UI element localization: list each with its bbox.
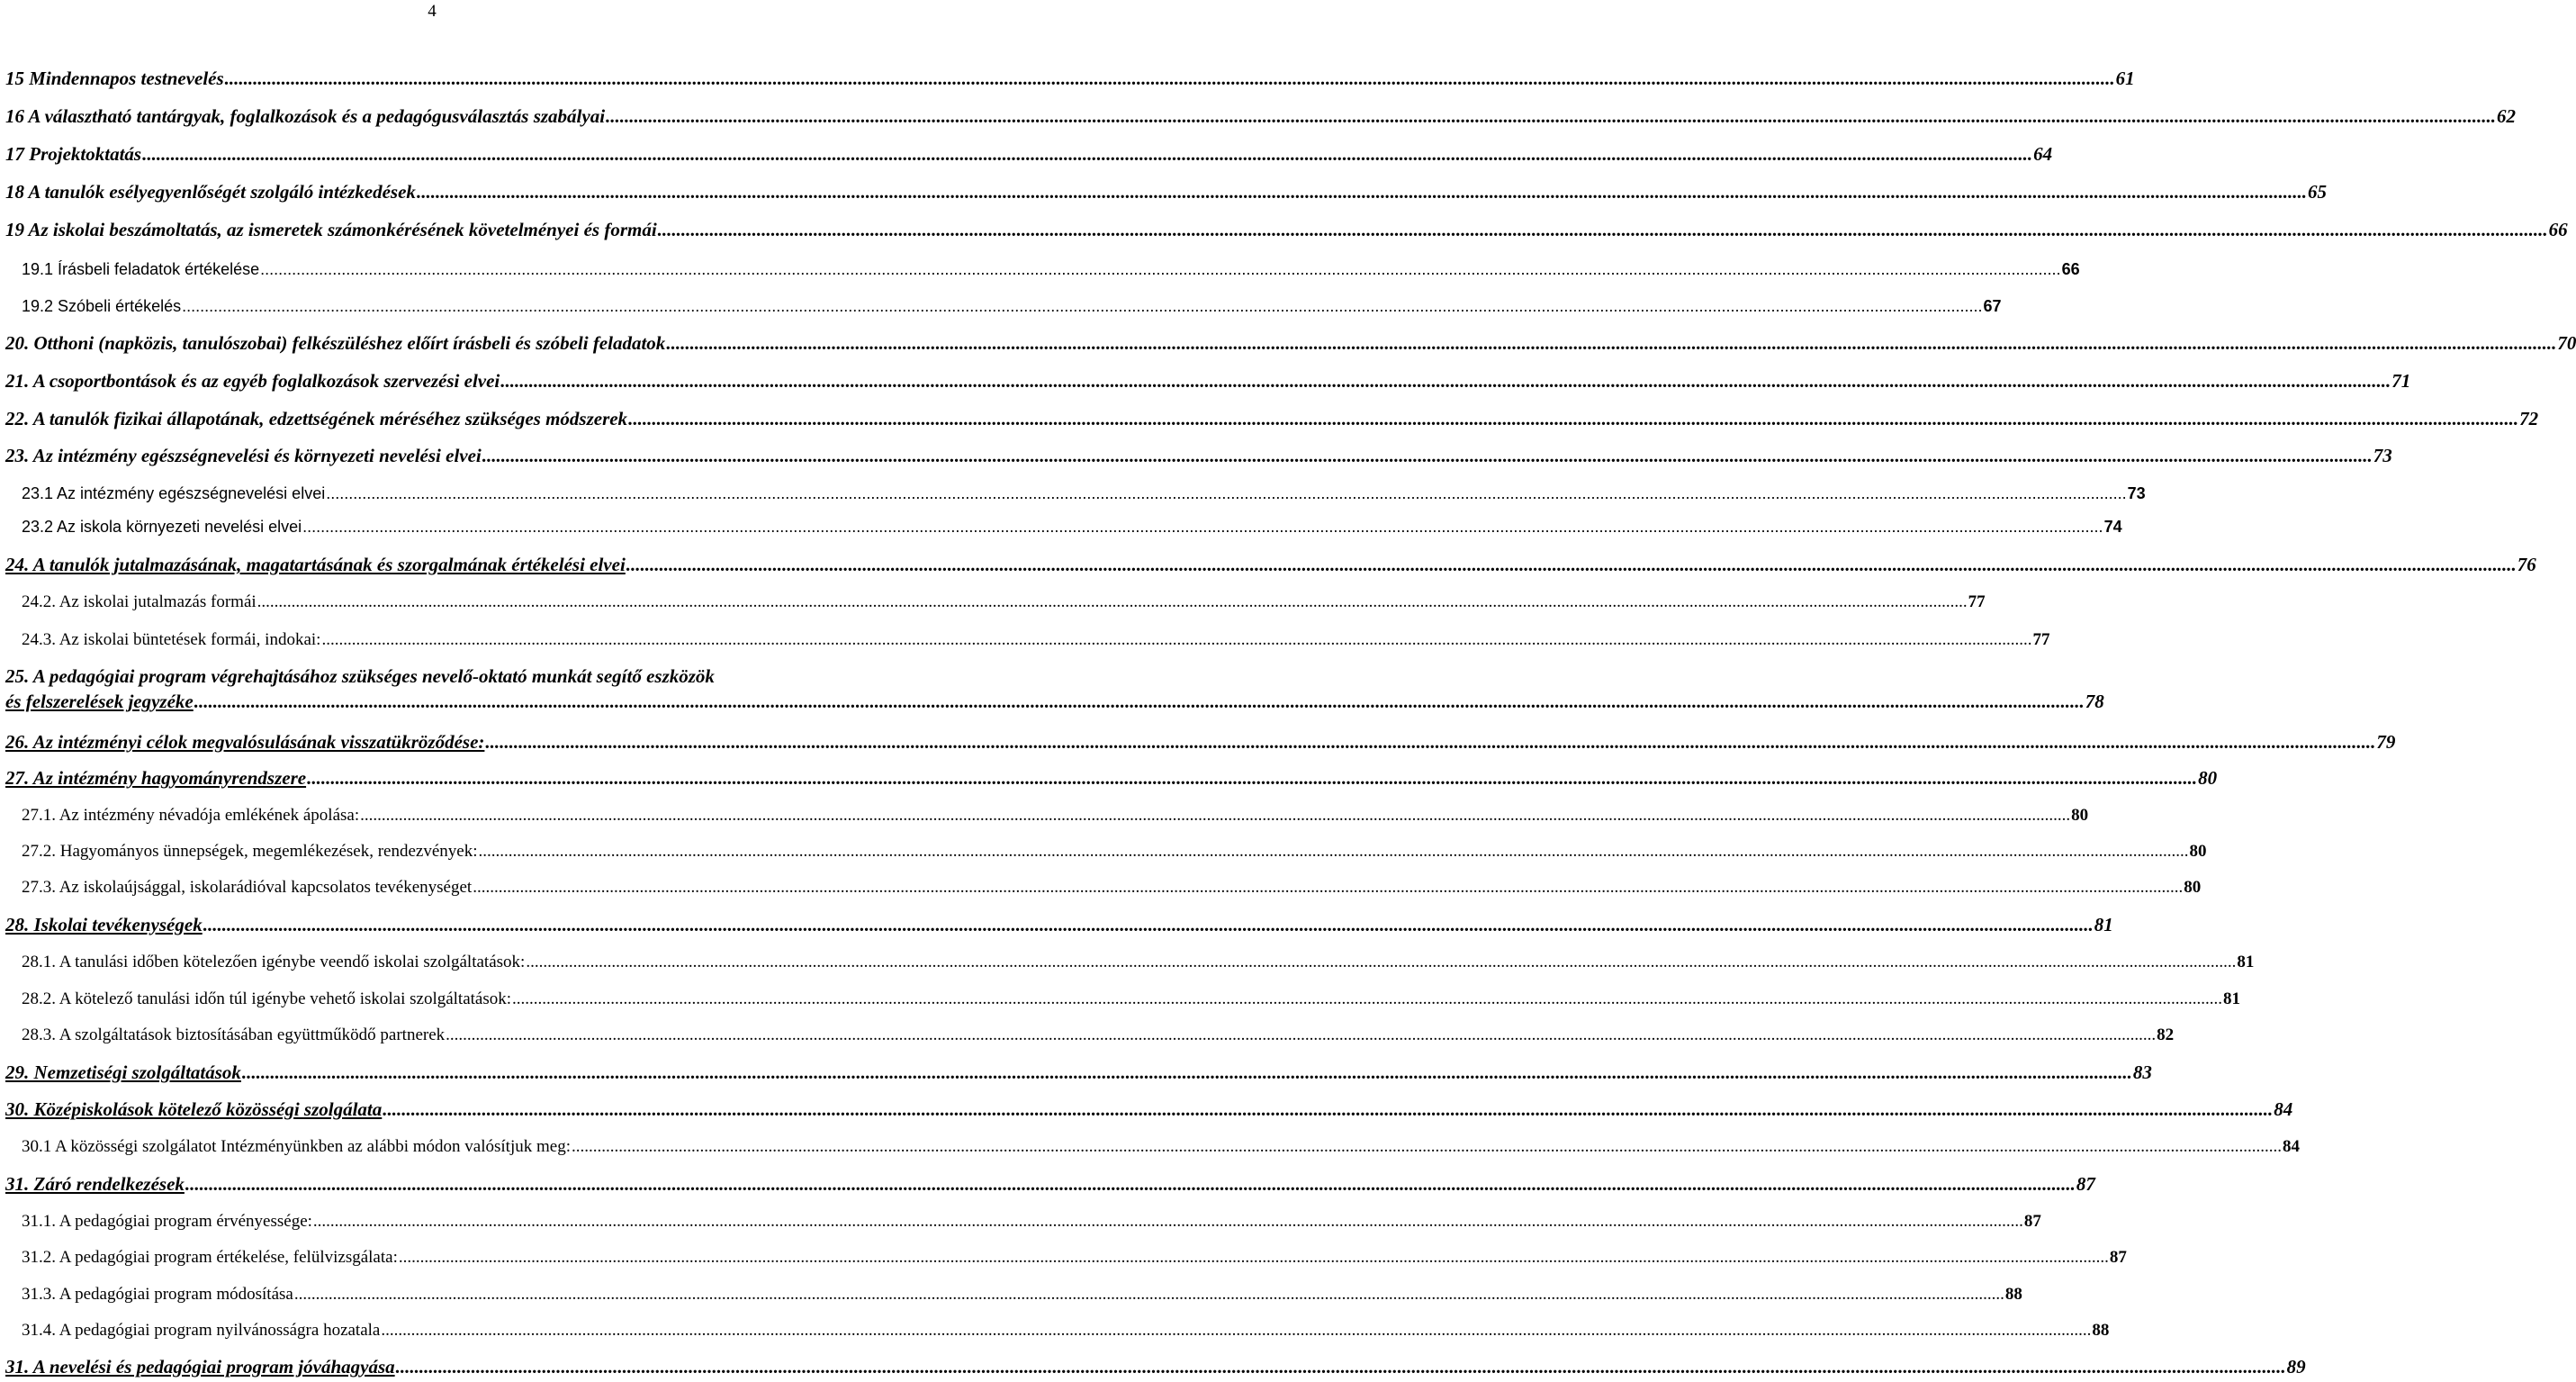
toc-entry[interactable] xyxy=(5,368,2411,393)
leader-dots: ................................................................................................................................................................................................................................................................................................................................................................................................................ xyxy=(500,370,2391,392)
toc-entry-page: 83 xyxy=(2132,1061,2152,1083)
leader-dots: ................................................................................................................................................................................................................................................................................................................................................................................................................ xyxy=(398,1248,2109,1267)
toc-entry-label: 30. Középiskolások kötelező közösségi szolgálata xyxy=(5,1098,383,1120)
toc-entry[interactable] xyxy=(5,217,2568,242)
leader-dots: ................................................................................................................................................................................................................................................................................................................................................................................................................ xyxy=(182,297,1983,315)
toc-entry-label: 31. A nevelési és pedagógiai program jóváhagyása xyxy=(5,1356,395,1377)
toc-entry-label: 23.2 Az iskola környezeti nevelési elvei xyxy=(22,518,302,536)
toc-entry-page: 89 xyxy=(2286,1356,2306,1377)
leader-dots: ................................................................................................................................................................................................................................................................................................................................................................................................................ xyxy=(628,408,2519,429)
leader-dots: ................................................................................................................................................................................................................................................................................................................................................................................................................ xyxy=(307,767,2198,789)
leader-dots: ................................................................................................................................................................................................................................................................................................................................................................................................................ xyxy=(185,1173,2076,1195)
toc-entry-page: 87 xyxy=(2023,1212,2041,1231)
toc-entry[interactable] xyxy=(5,257,2080,282)
toc-entry-label: 20. Otthoni (napközis, tanulószobai) felkészüléshez előírt írásbeli és szóbeli feladatok xyxy=(5,332,666,354)
toc-entry-label: 23. Az intézmény egészségnevelési és környezeti nevelési elvei xyxy=(5,445,482,466)
toc-entry-label: 21. A csoportbontások és az egyéb foglalkozások szervezési elvei xyxy=(5,370,500,392)
leader-dots: ................................................................................................................................................................................................................................................................................................................................................................................................................ xyxy=(224,68,2115,89)
toc-entry-label: 24.2. Az iskolai jutalmazás formái xyxy=(22,592,257,611)
leader-dots: ................................................................................................................................................................................................................................................................................................................................................................................................................ xyxy=(395,1356,2286,1377)
toc-entry[interactable] xyxy=(5,1282,2022,1307)
toc-entry-page: 88 xyxy=(2004,1285,2022,1304)
toc-entry[interactable] xyxy=(5,66,2135,91)
leader-dots: ................................................................................................................................................................................................................................................................................................................................................................................................................ xyxy=(312,1212,2023,1231)
page-number: 4 xyxy=(428,2,437,21)
toc-entry[interactable] xyxy=(5,1134,2300,1160)
toc-entry[interactable] xyxy=(5,406,2539,431)
toc-entry[interactable] xyxy=(5,141,2053,167)
toc-entry[interactable] xyxy=(5,514,2122,539)
toc-entry-page: 65 xyxy=(2307,181,2327,203)
toc-entry-page: 84 xyxy=(2283,1137,2300,1156)
toc-entry-page: 84 xyxy=(2274,1098,2293,1120)
leader-dots: ................................................................................................................................................................................................................................................................................................................................................................................................................ xyxy=(512,989,2223,1008)
leader-dots: ................................................................................................................................................................................................................................................................................................................................................................................................................ xyxy=(326,484,2127,502)
leader-dots: ................................................................................................................................................................................................................................................................................................................................................................................................................ xyxy=(657,219,2548,240)
toc-entry-label: 28.3. A szolgáltatások biztosításában együttműködő partnerek xyxy=(22,1025,446,1044)
leader-dots: ................................................................................................................................................................................................................................................................................................................................................................................................................ xyxy=(203,914,2094,935)
toc-entry[interactable] xyxy=(5,765,2218,790)
toc-entry[interactable] xyxy=(5,1245,2127,1270)
toc-entry[interactable] xyxy=(5,443,2392,468)
toc-entry-label: 31.4. A pedagógiai program nyilvánosságra hozatala xyxy=(22,1321,381,1340)
toc-entry-page: 64 xyxy=(2033,143,2053,165)
toc-entry-label: 18 A tanulók esélyegyenlőségét szolgáló intézkedések xyxy=(5,181,416,203)
toc-entry-label: 24.3. Az iskolai büntetések formái, indokai: xyxy=(22,630,321,649)
leader-dots: ................................................................................................................................................................................................................................................................................................................................................................................................................ xyxy=(302,518,2103,536)
toc-entry[interactable] xyxy=(5,294,2002,319)
toc-entry-page: 70 xyxy=(2557,332,2576,354)
leader-dots: ................................................................................................................................................................................................................................................................................................................................................................................................................ xyxy=(606,105,2497,127)
toc-entry-page: 88 xyxy=(2092,1321,2110,1340)
toc-entry-label: és felszerelések jegyzéke xyxy=(5,691,194,712)
toc-entry-page: 66 xyxy=(2061,260,2080,278)
toc-entry[interactable] xyxy=(5,1060,2152,1085)
leader-dots: ................................................................................................................................................................................................................................................................................................................................................................................................................ xyxy=(241,1061,2132,1083)
toc-entry-page: 82 xyxy=(2157,1025,2175,1044)
toc-entry-page: 77 xyxy=(1968,592,1986,611)
leader-dots: ................................................................................................................................................................................................................................................................................................................................................................................................................ xyxy=(666,332,2557,354)
toc-entry-label: 27.2. Hagyományos ünnepségek, megemlékezések, rendezvények: xyxy=(22,842,478,861)
toc-entry-label: 30.1 A közösségi szolgálatot Intézményünkben az alábbi módon valósítjuk meg: xyxy=(22,1137,571,1156)
leader-dots: ................................................................................................................................................................................................................................................................................................................................................................................................................ xyxy=(360,806,2071,825)
toc-entry-label: 19.1 Írásbeli feladatok értékelése xyxy=(22,260,260,278)
toc-entry-label: 27. Az intézmény hagyományrendszere xyxy=(5,767,307,789)
toc-entry-page: 80 xyxy=(2071,806,2089,825)
toc-entry-label: 26. Az intézményi célok megvalósulásának visszatükröződése: xyxy=(5,731,485,753)
leader-dots: ................................................................................................................................................................................................................................................................................................................................................................................................................ xyxy=(482,445,2373,466)
toc-entry[interactable] xyxy=(5,1209,2041,1234)
toc-entry-page: 73 xyxy=(2127,484,2146,502)
toc-entry[interactable] xyxy=(5,552,2536,577)
toc-entry-label: 31.3. A pedagógiai program módosítása xyxy=(22,1285,293,1304)
toc-entry[interactable] xyxy=(5,179,2327,204)
toc-entry-label: 31.1. A pedagógiai program érvényessége: xyxy=(22,1212,312,1231)
toc-entry[interactable] xyxy=(5,1318,2110,1343)
toc-entry-page: 61 xyxy=(2115,68,2135,89)
toc-entry-label: 28.2. A kötelező tanulási időn túl igénybe vehető iskolai szolgáltatások: xyxy=(22,989,512,1008)
leader-dots: ................................................................................................................................................................................................................................................................................................................................................................................................................ xyxy=(381,1321,2092,1340)
leader-dots: ................................................................................................................................................................................................................................................................................................................................................................................................................ xyxy=(260,260,2061,278)
toc-entry-page: 73 xyxy=(2373,445,2392,466)
leader-dots: ................................................................................................................................................................................................................................................................................................................................................................................................................ xyxy=(383,1098,2274,1120)
toc-entry-page: 71 xyxy=(2391,370,2411,392)
leader-dots: ................................................................................................................................................................................................................................................................................................................................................................................................................ xyxy=(194,691,2085,712)
toc-entry-page: 62 xyxy=(2497,105,2517,127)
toc-entry-label: 22. A tanulók fizikai állapotának, edzettségének méréséhez szükséges módszerek xyxy=(5,408,628,429)
leader-dots: ................................................................................................................................................................................................................................................................................................................................................................................................................ xyxy=(478,842,2189,861)
toc-entry-label: 29. Nemzetiségi szolgáltatások xyxy=(5,1061,241,1083)
leader-dots: ................................................................................................................................................................................................................................................................................................................................................................................................................ xyxy=(626,554,2517,575)
toc-entry-label: 27.1. Az intézmény névadója emlékének ápolása: xyxy=(22,806,360,825)
toc-entry-page: 87 xyxy=(2076,1173,2095,1195)
leader-dots: ................................................................................................................................................................................................................................................................................................................................................................................................................ xyxy=(446,1025,2157,1044)
toc-entry[interactable] xyxy=(5,875,2202,900)
leader-dots: ................................................................................................................................................................................................................................................................................................................................................................................................................ xyxy=(321,630,2032,649)
toc-entry-label: 15 Mindennapos testnevelés xyxy=(5,68,224,89)
toc-entry[interactable] xyxy=(5,1023,2175,1048)
toc-entry-label-line1: 25. A pedagógiai program végrehajtásához szükséges nevelő-oktató munkát segítő eszközök xyxy=(5,665,715,687)
toc-entry[interactable] xyxy=(5,950,2255,975)
toc-entry-page: 80 xyxy=(2189,842,2207,861)
toc-entry-label: 16 A választható tantárgyak, foglalkozások és a pedagógusválasztás szabályai xyxy=(5,105,606,127)
leader-dots: ................................................................................................................................................................................................................................................................................................................................................................................................................ xyxy=(257,592,1968,611)
toc-entry-page: 80 xyxy=(2184,878,2202,897)
toc-entry-label: 17 Projektoktatás xyxy=(5,143,142,165)
toc-entry-label: 19 Az iskolai beszámoltatás, az ismeretek számonkérésének követelményei és formái xyxy=(5,219,657,240)
toc-entry-label: 31. Záró rendelkezések xyxy=(5,1173,185,1195)
leader-dots: ................................................................................................................................................................................................................................................................................................................................................................................................................ xyxy=(293,1285,2004,1304)
toc-entry-page: 81 xyxy=(2237,953,2255,971)
toc-entry[interactable] xyxy=(5,590,1986,615)
toc-entry[interactable] xyxy=(5,330,2576,356)
toc-entry[interactable] xyxy=(5,1354,2306,1379)
toc-entry[interactable] xyxy=(5,628,2050,653)
leader-dots: ................................................................................................................................................................................................................................................................................................................................................................................................................ xyxy=(485,731,2376,753)
toc-entry[interactable] xyxy=(5,803,2089,828)
toc-entry[interactable] xyxy=(5,481,2146,506)
toc-entry-page: 66 xyxy=(2548,219,2568,240)
toc-entry[interactable] xyxy=(5,1171,2095,1197)
toc-entry-page: 81 xyxy=(2223,989,2241,1008)
toc-entry[interactable] xyxy=(5,729,2396,754)
toc-entry-label: 23.1 Az intézmény egészségnevelési elvei xyxy=(22,484,326,502)
toc-entry-page: 76 xyxy=(2517,554,2536,575)
toc-entry-label: 24. A tanulók jutalmazásának, magatartásának és szorgalmának értékelési elvei xyxy=(5,554,626,575)
toc-entry-label: 31.2. A pedagógiai program értékelése, felülvizsgálata: xyxy=(22,1248,398,1267)
toc-entry-page: 79 xyxy=(2376,731,2396,753)
toc-entry-label: 19.2 Szóbeli értékelés xyxy=(22,297,182,315)
leader-dots: ................................................................................................................................................................................................................................................................................................................................................................................................................ xyxy=(526,953,2237,971)
toc-entry[interactable] xyxy=(5,1097,2293,1122)
toc-entry-page: 78 xyxy=(2085,691,2104,712)
toc-entry-label: 27.3. Az iskolaújsággal, iskolarádióval kapcsolatos tevékenységet xyxy=(22,878,473,897)
toc-entry[interactable] xyxy=(5,912,2113,937)
toc-entry[interactable] xyxy=(5,987,2241,1012)
toc-entry-page: 74 xyxy=(2103,518,2122,536)
leader-dots: ................................................................................................................................................................................................................................................................................................................................................................................................................ xyxy=(416,181,2307,203)
toc-entry-page: 87 xyxy=(2109,1248,2127,1267)
leader-dots: ................................................................................................................................................................................................................................................................................................................................................................................................................ xyxy=(572,1137,2282,1156)
leader-dots: ................................................................................................................................................................................................................................................................................................................................................................................................................ xyxy=(473,878,2184,897)
toc-entry[interactable] xyxy=(5,664,2104,714)
toc-entry-label: 28.1. A tanulási időben kötelezően igénybe veendő iskolai szolgáltatások: xyxy=(22,953,526,971)
toc-entry[interactable] xyxy=(5,839,2207,864)
toc-entry[interactable] xyxy=(5,104,2517,129)
toc-entry-page: 72 xyxy=(2519,408,2539,429)
toc-entry-page: 77 xyxy=(2032,630,2050,649)
toc-entry-page: 81 xyxy=(2094,914,2113,935)
toc-entry-page: 80 xyxy=(2198,767,2218,789)
leader-dots: ................................................................................................................................................................................................................................................................................................................................................................................................................ xyxy=(142,143,2033,165)
toc-entry-label: 28. Iskolai tevékenységek xyxy=(5,914,203,935)
toc-entry-page: 67 xyxy=(1983,297,2002,315)
